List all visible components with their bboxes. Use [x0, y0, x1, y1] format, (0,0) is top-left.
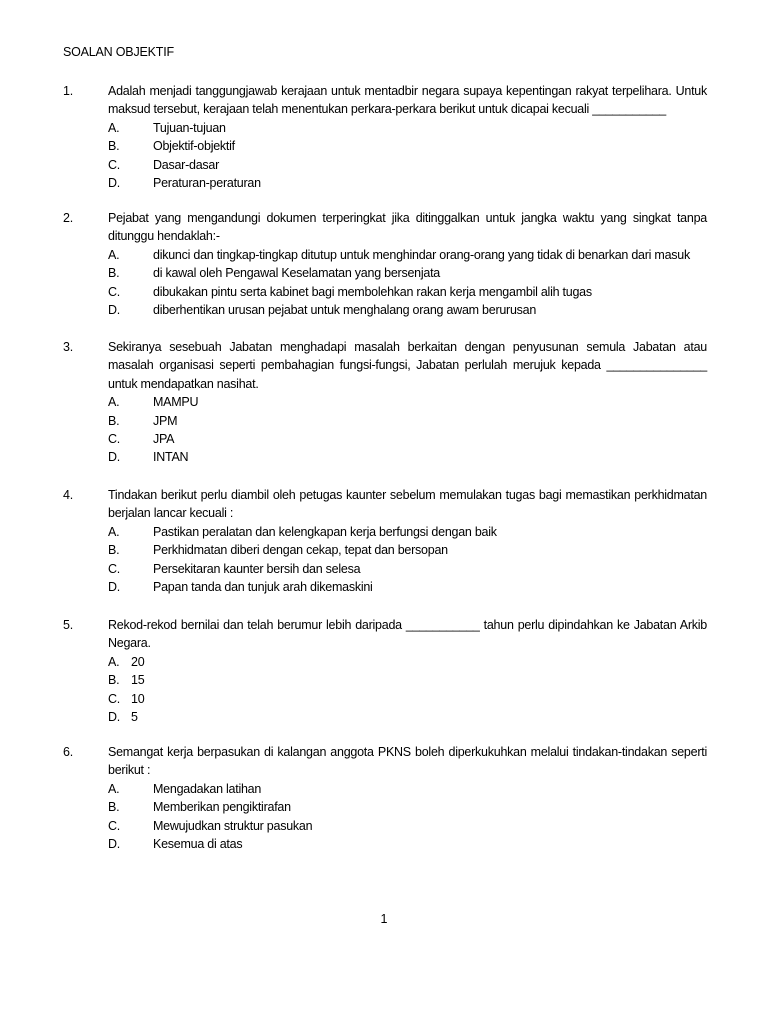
- option-b: [108, 412, 707, 430]
- option-text: Tujuan-tujuan: [153, 120, 226, 135]
- option-a: [108, 119, 707, 137]
- option-text: dikunci dan tingkap-tingkap ditutup untuk menghindar orang-orang yang tidak di benarkan dari masuk: [153, 247, 690, 262]
- option-letter: B.: [108, 800, 120, 815]
- question-number: 5.: [63, 618, 73, 632]
- option-list: [108, 780, 707, 854]
- question-text: Pejabat yang mengandungi dokumen terperingkat jika ditinggalkan untuk jangka waktu yang singkat tanpa ditunggu hendaklah:-: [108, 211, 707, 244]
- option-text: Perkhidmatan diberi dengan cekap, tepat dan bersopan: [153, 543, 448, 558]
- option-text: Persekitaran kaunter bersih dan selesa: [153, 561, 361, 576]
- question-text: Adalah menjadi tanggungjawab kerajaan untuk mentadbir negara supaya kepentingan rakyat terpelihara. Untuk maksud tersebut, kerajaan telah menentukan perkara-perkara berikut untuk dicapai kecuali ___________: [108, 84, 707, 117]
- option-text: 5: [131, 709, 138, 724]
- option-text: Mewujudkan struktur pasukan: [153, 818, 313, 833]
- question-text: Sekiranya sesebuah Jabatan menghadapi masalah berkaitan dengan penyusunan semula Jabatan atau masalah organisasi seperti pembahagian fungsi-fungsi, Jabatan perlulah merujuk kepada _______________ untuk mendapatkan nasihat.: [108, 340, 707, 391]
- question-text: Rekod-rekod bernilai dan telah berumur lebih daripada ___________ tahun perlu dipindahkan ke Jabatan Arkib Negara.: [108, 618, 707, 651]
- question-number: 3.: [63, 340, 73, 354]
- option-letter: B.: [108, 673, 120, 688]
- option-list: [108, 393, 707, 467]
- option-text: 15: [131, 673, 145, 688]
- option-d: [108, 578, 707, 596]
- option-letter: D.: [108, 450, 120, 465]
- option-d: [108, 835, 707, 853]
- option-letter: C.: [108, 157, 120, 172]
- question-6: [63, 743, 707, 853]
- page-number: 1: [380, 912, 388, 926]
- option-text: Peraturan-peraturan: [153, 175, 261, 190]
- option-letter: C.: [108, 561, 120, 576]
- section-title: SOALAN OBJEKTIF: [63, 45, 174, 59]
- option-list: [108, 119, 707, 193]
- option-list: [108, 523, 707, 597]
- question-4: [63, 486, 707, 596]
- question-text: Semangat kerja berpasukan di kalangan anggota PKNS boleh diperkukuhkan melalui tindakan-tindakan seperti berikut :: [108, 745, 707, 778]
- option-list: [108, 653, 707, 727]
- question-1: [63, 82, 707, 192]
- question-2: [63, 209, 707, 319]
- option-text: JPA: [153, 432, 175, 446]
- question-number: 4.: [63, 488, 73, 502]
- option-b: [108, 264, 707, 282]
- option-text: Kesemua di atas: [153, 836, 243, 851]
- option-c: [108, 283, 707, 301]
- option-letter: A.: [108, 654, 120, 669]
- option-text: diberhentikan urusan pejabat untuk menghalang orang awam berurusan: [153, 302, 537, 317]
- option-c: [108, 817, 707, 835]
- option-letter: D.: [108, 836, 120, 851]
- option-text: MAMPU: [153, 395, 199, 410]
- option-text: JPM: [153, 413, 178, 428]
- option-letter: B.: [108, 543, 120, 558]
- option-b: [108, 798, 707, 816]
- option-letter: D.: [108, 175, 120, 190]
- option-a: [108, 653, 707, 671]
- option-a: [108, 780, 707, 798]
- option-letter: B.: [108, 413, 120, 428]
- option-text: di kawal oleh Pengawal Keselamatan yang bersenjata: [153, 266, 440, 281]
- option-text: INTAN: [153, 450, 189, 465]
- option-letter: A.: [108, 781, 120, 796]
- option-letter: C.: [108, 284, 120, 299]
- option-b: [108, 671, 707, 689]
- option-letter: D.: [108, 579, 120, 594]
- option-letter: A.: [108, 247, 120, 262]
- question-number: 6.: [63, 745, 73, 759]
- option-letter: B.: [108, 266, 120, 281]
- option-letter: D.: [108, 709, 120, 724]
- option-text: dibukakan pintu serta kabinet bagi membolehkan rakan kerja mengambil alih tugas: [153, 284, 592, 299]
- option-a: [108, 246, 707, 264]
- option-text: Mengadakan latihan: [153, 781, 262, 796]
- option-text: 10: [131, 691, 145, 706]
- option-letter: A.: [108, 120, 120, 135]
- option-text: Objektif-objektif: [153, 139, 235, 154]
- option-c: [108, 560, 707, 578]
- question-number: 1.: [63, 84, 73, 98]
- option-d: [108, 448, 707, 466]
- option-letter: A.: [108, 395, 120, 410]
- option-a: [108, 393, 707, 411]
- option-list: [108, 246, 707, 320]
- option-text: Memberikan pengiktirafan: [153, 800, 291, 815]
- option-letter: D.: [108, 302, 120, 317]
- option-letter: C.: [108, 432, 120, 446]
- option-b: [108, 541, 707, 559]
- question-3: [63, 338, 707, 467]
- option-b: [108, 137, 707, 155]
- question-number: 2.: [63, 211, 73, 225]
- option-text: Papan tanda dan tunjuk arah dikemaskini: [153, 579, 373, 594]
- option-letter: C.: [108, 818, 120, 833]
- option-text: Pastikan peralatan dan kelengkapan kerja berfungsi dengan baik: [153, 524, 497, 539]
- option-letter: A.: [108, 524, 120, 539]
- option-letter: C.: [108, 691, 120, 706]
- option-d: [108, 174, 707, 192]
- option-a: [108, 523, 707, 541]
- option-text: Dasar-dasar: [153, 157, 220, 172]
- option-d: [108, 708, 707, 726]
- option-text: 20: [131, 654, 145, 669]
- option-letter: B.: [108, 139, 120, 154]
- option-c: [108, 156, 707, 174]
- question-text: Tindakan berikut perlu diambil oleh petugas kaunter sebelum memulakan tugas bagi memastikan perkhidmatan berjalan lancar kecuali :: [108, 488, 707, 521]
- option-c: [108, 430, 707, 448]
- option-c: [108, 690, 707, 708]
- question-5: [63, 616, 707, 726]
- option-d: [108, 301, 707, 319]
